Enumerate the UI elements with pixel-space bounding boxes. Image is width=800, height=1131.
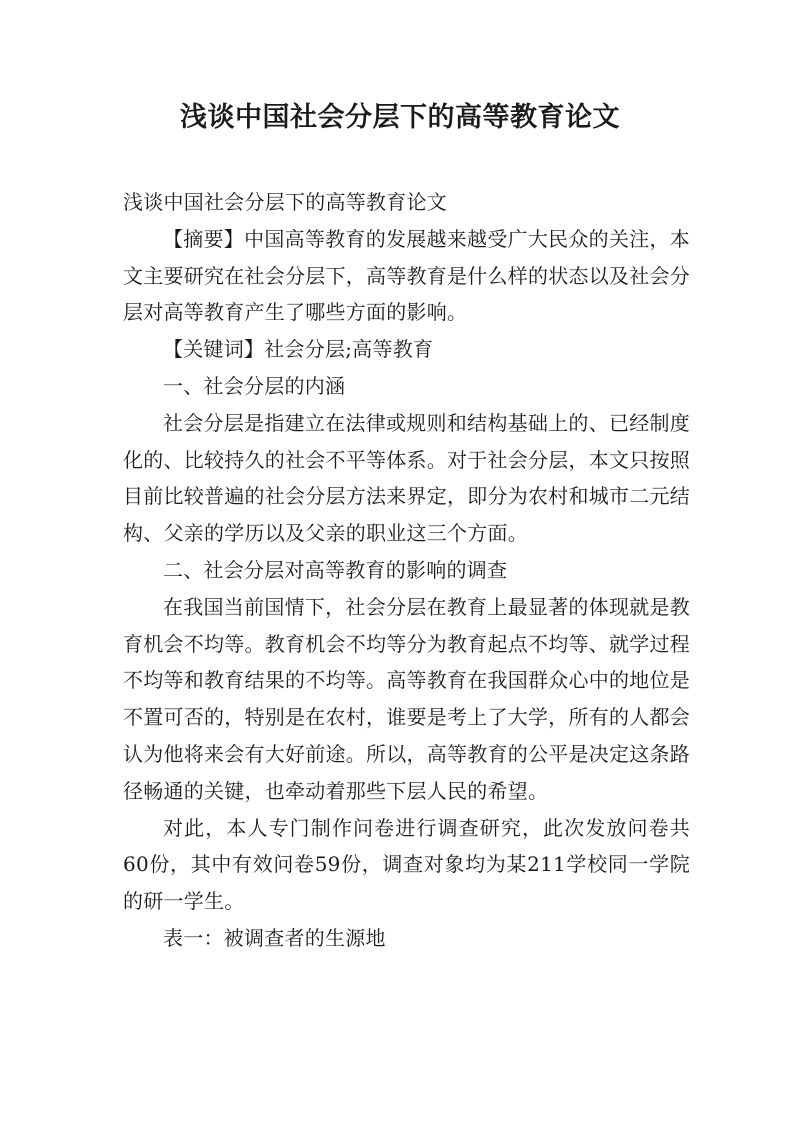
body-paragraph: 社会分层是指建立在法律或规则和结构基础上的、已经制度化的、比较持久的社会不平等体系。对于社会分层，本文只按照目前比较普遍的社会分层方法来界定，即分为农村和城市二元结构、父亲的学历以及父亲的职业这三个方面。 [123,410,690,546]
document-body [123,184,690,957]
abstract-paragraph: 【摘要】中国高等教育的发展越来越受广大民众的关注，本文主要研究在社会分层下，高等教育是什么样的状态以及社会分层对高等教育产生了哪些方面的影响。 [123,226,690,325]
table-caption: 表一：被调查者的生源地 [163,925,386,950]
section-heading-2: 二、社会分层对高等教育的影响的调查 [163,557,508,582]
body-paragraph: 对此，本人专门制作问卷进行调查研究，此次发放问卷共60份，其中有效问卷59份，调查对象均为某211学校同一学院的研一学生。 [123,815,690,914]
document-title: 浅谈中国社会分层下的高等教育论文 [180,102,620,133]
section-heading-1: 一、社会分层的内涵 [163,373,346,398]
subtitle-paragraph: 浅谈中国社会分层下的高等教育论文 [123,190,447,214]
keywords-paragraph: 【关键词】社会分层;高等教育 [163,337,434,362]
body-paragraph: 在我国当前国情下，社会分层在教育上最显著的体现就是教育机会不均等。教育机会不均等分为教育起点不均等、就学过程不均等和教育结果的不均等。高等教育在我国群众心中的地位是不置可否的，特别是在农村，谁要是考上了大学，所有的人都会认为他将来会有大好前途。所以，高等教育的公平是决定这条路径畅通的关键，也牵动着那些下层人民的希望。 [123,594,690,803]
